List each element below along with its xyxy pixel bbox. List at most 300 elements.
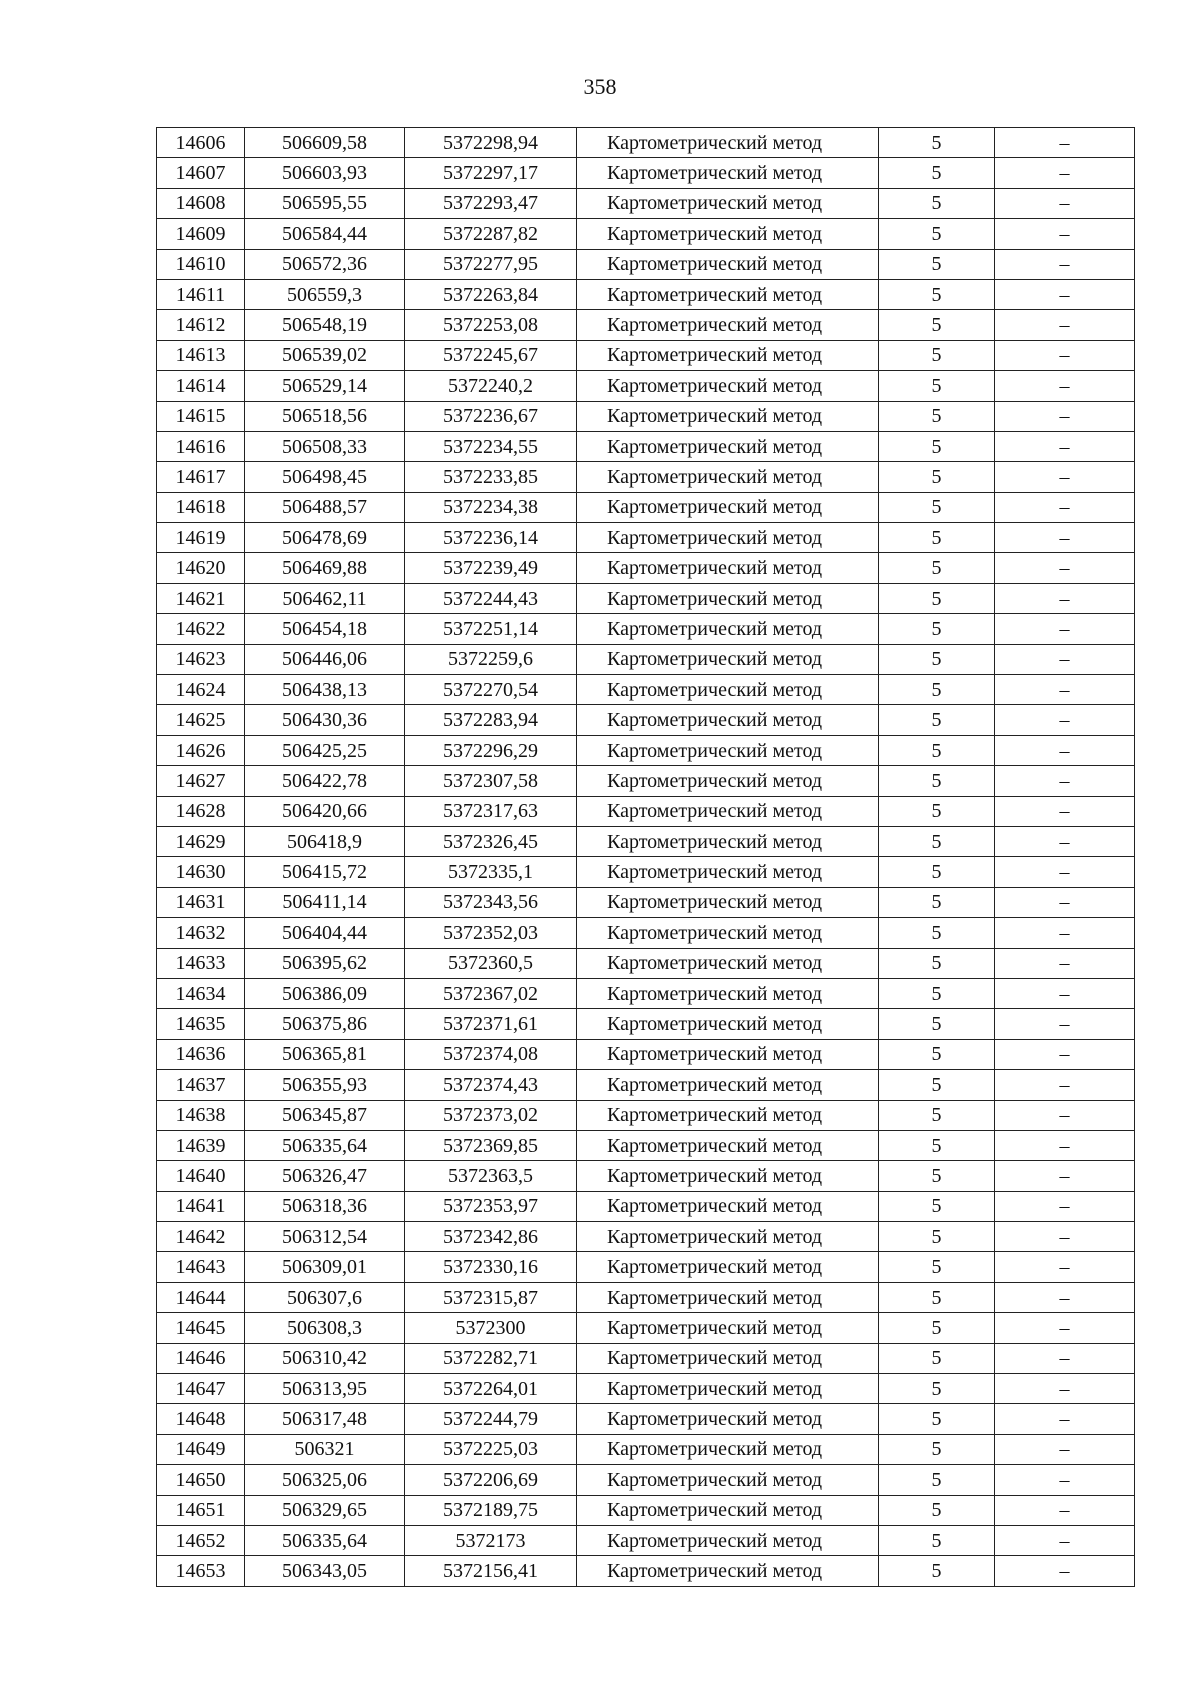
y-coordinate-cell: 5372335,1 <box>405 857 577 887</box>
y-coordinate-cell: 5372234,38 <box>405 492 577 522</box>
description-cell: – <box>995 766 1135 796</box>
x-coordinate-cell: 506343,05 <box>245 1556 405 1586</box>
table-row <box>157 310 1135 340</box>
description-cell: – <box>995 826 1135 856</box>
method-cell: Картометрический метод <box>577 735 879 765</box>
y-coordinate-cell: 5372283,94 <box>405 705 577 735</box>
method-cell: Картометрический метод <box>577 978 879 1008</box>
x-coordinate-cell: 506446,06 <box>245 644 405 674</box>
y-coordinate-cell: 5372297,17 <box>405 158 577 188</box>
point-number-cell: 14613 <box>157 340 245 370</box>
table-row <box>157 1343 1135 1373</box>
description-cell: – <box>995 128 1135 158</box>
description-cell: – <box>995 553 1135 583</box>
description-cell: – <box>995 219 1135 249</box>
table-row <box>157 1009 1135 1039</box>
y-coordinate-cell: 5372326,45 <box>405 826 577 856</box>
y-coordinate-cell: 5372277,95 <box>405 249 577 279</box>
table-row <box>157 675 1135 705</box>
accuracy-cell: 5 <box>879 1465 995 1495</box>
description-cell: – <box>995 614 1135 644</box>
y-coordinate-cell: 5372352,03 <box>405 918 577 948</box>
x-coordinate-cell: 506462,11 <box>245 583 405 613</box>
y-coordinate-cell: 5372236,67 <box>405 401 577 431</box>
method-cell: Картометрический метод <box>577 1343 879 1373</box>
table-row <box>157 1404 1135 1434</box>
table-row <box>157 1313 1135 1343</box>
x-coordinate-cell: 506321 <box>245 1434 405 1464</box>
table-row <box>157 857 1135 887</box>
x-coordinate-cell: 506326,47 <box>245 1161 405 1191</box>
method-cell: Картометрический метод <box>577 1434 879 1464</box>
accuracy-cell: 5 <box>879 1434 995 1464</box>
description-cell: – <box>995 249 1135 279</box>
y-coordinate-cell: 5372259,6 <box>405 644 577 674</box>
x-coordinate-cell: 506488,57 <box>245 492 405 522</box>
x-coordinate-cell: 506478,69 <box>245 523 405 553</box>
method-cell: Картометрический метод <box>577 675 879 705</box>
x-coordinate-cell: 506418,9 <box>245 826 405 856</box>
table-row <box>157 249 1135 279</box>
table-row <box>157 431 1135 461</box>
table-row <box>157 644 1135 674</box>
table-row <box>157 1465 1135 1495</box>
y-coordinate-cell: 5372270,54 <box>405 675 577 705</box>
accuracy-cell: 5 <box>879 1161 995 1191</box>
y-coordinate-cell: 5372225,03 <box>405 1434 577 1464</box>
y-coordinate-cell: 5372300 <box>405 1313 577 1343</box>
accuracy-cell: 5 <box>879 371 995 401</box>
method-cell: Картометрический метод <box>577 583 879 613</box>
method-cell: Картометрический метод <box>577 462 879 492</box>
x-coordinate-cell: 506310,42 <box>245 1343 405 1373</box>
x-coordinate-cell: 506325,06 <box>245 1465 405 1495</box>
method-cell: Картометрический метод <box>577 401 879 431</box>
accuracy-cell: 5 <box>879 1556 995 1586</box>
y-coordinate-cell: 5372293,47 <box>405 188 577 218</box>
method-cell: Картометрический метод <box>577 1525 879 1555</box>
accuracy-cell: 5 <box>879 1222 995 1252</box>
accuracy-cell: 5 <box>879 1313 995 1343</box>
point-number-cell: 14648 <box>157 1404 245 1434</box>
method-cell: Картометрический метод <box>577 644 879 674</box>
point-number-cell: 14646 <box>157 1343 245 1373</box>
table-row <box>157 188 1135 218</box>
point-number-cell: 14634 <box>157 978 245 1008</box>
y-coordinate-cell: 5372343,56 <box>405 887 577 917</box>
description-cell: – <box>995 431 1135 461</box>
x-coordinate-cell: 506309,01 <box>245 1252 405 1282</box>
table-row <box>157 492 1135 522</box>
x-coordinate-cell: 506375,86 <box>245 1009 405 1039</box>
description-cell: – <box>995 401 1135 431</box>
table-row <box>157 1070 1135 1100</box>
accuracy-cell: 5 <box>879 249 995 279</box>
method-cell: Картометрический метод <box>577 1039 879 1069</box>
y-coordinate-cell: 5372239,49 <box>405 553 577 583</box>
x-coordinate-cell: 506559,3 <box>245 279 405 309</box>
point-number-cell: 14627 <box>157 766 245 796</box>
point-number-cell: 14643 <box>157 1252 245 1282</box>
y-coordinate-cell: 5372315,87 <box>405 1282 577 1312</box>
method-cell: Картометрический метод <box>577 918 879 948</box>
point-number-cell: 14641 <box>157 1191 245 1221</box>
accuracy-cell: 5 <box>879 492 995 522</box>
x-coordinate-cell: 506595,55 <box>245 188 405 218</box>
table-row <box>157 705 1135 735</box>
description-cell: – <box>995 340 1135 370</box>
accuracy-cell: 5 <box>879 523 995 553</box>
point-number-cell: 14638 <box>157 1100 245 1130</box>
accuracy-cell: 5 <box>879 1100 995 1130</box>
description-cell: – <box>995 1434 1135 1464</box>
coordinates-table <box>156 127 1135 1587</box>
accuracy-cell: 5 <box>879 1039 995 1069</box>
point-number-cell: 14612 <box>157 310 245 340</box>
accuracy-cell: 5 <box>879 188 995 218</box>
table-row <box>157 523 1135 553</box>
description-cell: – <box>995 583 1135 613</box>
x-coordinate-cell: 506317,48 <box>245 1404 405 1434</box>
method-cell: Картометрический метод <box>577 1100 879 1130</box>
x-coordinate-cell: 506355,93 <box>245 1070 405 1100</box>
accuracy-cell: 5 <box>879 948 995 978</box>
table-row <box>157 614 1135 644</box>
description-cell: – <box>995 371 1135 401</box>
table-row <box>157 553 1135 583</box>
method-cell: Картометрический метод <box>577 158 879 188</box>
method-cell: Картометрический метод <box>577 1009 879 1039</box>
description-cell: – <box>995 1191 1135 1221</box>
x-coordinate-cell: 506329,65 <box>245 1495 405 1525</box>
accuracy-cell: 5 <box>879 128 995 158</box>
point-number-cell: 14616 <box>157 431 245 461</box>
x-coordinate-cell: 506529,14 <box>245 371 405 401</box>
accuracy-cell: 5 <box>879 1374 995 1404</box>
y-coordinate-cell: 5372330,16 <box>405 1252 577 1282</box>
point-number-cell: 14652 <box>157 1525 245 1555</box>
method-cell: Картометрический метод <box>577 1222 879 1252</box>
y-coordinate-cell: 5372234,55 <box>405 431 577 461</box>
table-row <box>157 1282 1135 1312</box>
point-number-cell: 14606 <box>157 128 245 158</box>
description-cell: – <box>995 675 1135 705</box>
description-cell: – <box>995 1343 1135 1373</box>
table-row <box>157 462 1135 492</box>
method-cell: Картометрический метод <box>577 1495 879 1525</box>
description-cell: – <box>995 492 1135 522</box>
x-coordinate-cell: 506365,81 <box>245 1039 405 1069</box>
point-number-cell: 14620 <box>157 553 245 583</box>
point-number-cell: 14626 <box>157 735 245 765</box>
description-cell: – <box>995 1222 1135 1252</box>
point-number-cell: 14611 <box>157 279 245 309</box>
method-cell: Картометрический метод <box>577 705 879 735</box>
point-number-cell: 14644 <box>157 1282 245 1312</box>
description-cell: – <box>995 1525 1135 1555</box>
description-cell: – <box>995 310 1135 340</box>
accuracy-cell: 5 <box>879 1525 995 1555</box>
description-cell: – <box>995 1252 1135 1282</box>
method-cell: Картометрический метод <box>577 523 879 553</box>
y-coordinate-cell: 5372367,02 <box>405 978 577 1008</box>
table-row <box>157 371 1135 401</box>
y-coordinate-cell: 5372363,5 <box>405 1161 577 1191</box>
table-row <box>157 1556 1135 1586</box>
x-coordinate-cell: 506335,64 <box>245 1525 405 1555</box>
method-cell: Картометрический метод <box>577 1556 879 1586</box>
table-row <box>157 1222 1135 1252</box>
description-cell: – <box>995 857 1135 887</box>
accuracy-cell: 5 <box>879 978 995 1008</box>
x-coordinate-cell: 506548,19 <box>245 310 405 340</box>
accuracy-cell: 5 <box>879 1343 995 1373</box>
description-cell: – <box>995 1130 1135 1160</box>
x-coordinate-cell: 506313,95 <box>245 1374 405 1404</box>
method-cell: Картометрический метод <box>577 1130 879 1160</box>
table-row <box>157 766 1135 796</box>
point-number-cell: 14618 <box>157 492 245 522</box>
point-number-cell: 14607 <box>157 158 245 188</box>
description-cell: – <box>995 1313 1135 1343</box>
x-coordinate-cell: 506572,36 <box>245 249 405 279</box>
x-coordinate-cell: 506508,33 <box>245 431 405 461</box>
description-cell: – <box>995 1161 1135 1191</box>
point-number-cell: 14639 <box>157 1130 245 1160</box>
y-coordinate-cell: 5372342,86 <box>405 1222 577 1252</box>
x-coordinate-cell: 506308,3 <box>245 1313 405 1343</box>
method-cell: Картометрический метод <box>577 279 879 309</box>
y-coordinate-cell: 5372263,84 <box>405 279 577 309</box>
description-cell: – <box>995 705 1135 735</box>
table-row <box>157 340 1135 370</box>
description-cell: – <box>995 1100 1135 1130</box>
description-cell: – <box>995 158 1135 188</box>
description-cell: – <box>995 188 1135 218</box>
method-cell: Картометрический метод <box>577 796 879 826</box>
accuracy-cell: 5 <box>879 1191 995 1221</box>
x-coordinate-cell: 506430,36 <box>245 705 405 735</box>
table-row <box>157 1191 1135 1221</box>
method-cell: Картометрический метод <box>577 1070 879 1100</box>
table-row <box>157 1525 1135 1555</box>
y-coordinate-cell: 5372244,43 <box>405 583 577 613</box>
y-coordinate-cell: 5372240,2 <box>405 371 577 401</box>
point-number-cell: 14614 <box>157 371 245 401</box>
x-coordinate-cell: 506438,13 <box>245 675 405 705</box>
point-number-cell: 14608 <box>157 188 245 218</box>
description-cell: – <box>995 1556 1135 1586</box>
x-coordinate-cell: 506404,44 <box>245 918 405 948</box>
accuracy-cell: 5 <box>879 735 995 765</box>
accuracy-cell: 5 <box>879 644 995 674</box>
table-row <box>157 401 1135 431</box>
method-cell: Картометрический метод <box>577 614 879 644</box>
table-row <box>157 1130 1135 1160</box>
x-coordinate-cell: 506386,09 <box>245 978 405 1008</box>
x-coordinate-cell: 506609,58 <box>245 128 405 158</box>
x-coordinate-cell: 506318,36 <box>245 1191 405 1221</box>
x-coordinate-cell: 506307,6 <box>245 1282 405 1312</box>
method-cell: Картометрический метод <box>577 1191 879 1221</box>
accuracy-cell: 5 <box>879 796 995 826</box>
point-number-cell: 14635 <box>157 1009 245 1039</box>
point-number-cell: 14637 <box>157 1070 245 1100</box>
method-cell: Картометрический метод <box>577 857 879 887</box>
point-number-cell: 14628 <box>157 796 245 826</box>
accuracy-cell: 5 <box>879 1252 995 1282</box>
y-coordinate-cell: 5372353,97 <box>405 1191 577 1221</box>
table-row <box>157 279 1135 309</box>
accuracy-cell: 5 <box>879 614 995 644</box>
point-number-cell: 14617 <box>157 462 245 492</box>
x-coordinate-cell: 506603,93 <box>245 158 405 188</box>
y-coordinate-cell: 5372173 <box>405 1525 577 1555</box>
accuracy-cell: 5 <box>879 279 995 309</box>
method-cell: Картометрический метод <box>577 1161 879 1191</box>
x-coordinate-cell: 506425,25 <box>245 735 405 765</box>
table-row <box>157 583 1135 613</box>
x-coordinate-cell: 506312,54 <box>245 1222 405 1252</box>
y-coordinate-cell: 5372374,08 <box>405 1039 577 1069</box>
x-coordinate-cell: 506454,18 <box>245 614 405 644</box>
point-number-cell: 14636 <box>157 1039 245 1069</box>
accuracy-cell: 5 <box>879 1070 995 1100</box>
point-number-cell: 14625 <box>157 705 245 735</box>
description-cell: – <box>995 796 1135 826</box>
method-cell: Картометрический метод <box>577 219 879 249</box>
method-cell: Картометрический метод <box>577 1404 879 1434</box>
point-number-cell: 14610 <box>157 249 245 279</box>
point-number-cell: 14633 <box>157 948 245 978</box>
table-row <box>157 826 1135 856</box>
table-row <box>157 735 1135 765</box>
accuracy-cell: 5 <box>879 1130 995 1160</box>
y-coordinate-cell: 5372374,43 <box>405 1070 577 1100</box>
description-cell: – <box>995 978 1135 1008</box>
table-row <box>157 918 1135 948</box>
x-coordinate-cell: 506584,44 <box>245 219 405 249</box>
x-coordinate-cell: 506539,02 <box>245 340 405 370</box>
accuracy-cell: 5 <box>879 705 995 735</box>
description-cell: – <box>995 644 1135 674</box>
accuracy-cell: 5 <box>879 766 995 796</box>
y-coordinate-cell: 5372264,01 <box>405 1374 577 1404</box>
y-coordinate-cell: 5372287,82 <box>405 219 577 249</box>
table-row <box>157 887 1135 917</box>
method-cell: Картометрический метод <box>577 188 879 218</box>
y-coordinate-cell: 5372369,85 <box>405 1130 577 1160</box>
accuracy-cell: 5 <box>879 583 995 613</box>
accuracy-cell: 5 <box>879 1404 995 1434</box>
y-coordinate-cell: 5372360,5 <box>405 948 577 978</box>
accuracy-cell: 5 <box>879 401 995 431</box>
point-number-cell: 14623 <box>157 644 245 674</box>
description-cell: – <box>995 1404 1135 1434</box>
method-cell: Картометрический метод <box>577 128 879 158</box>
x-coordinate-cell: 506345,87 <box>245 1100 405 1130</box>
point-number-cell: 14653 <box>157 1556 245 1586</box>
y-coordinate-cell: 5372282,71 <box>405 1343 577 1373</box>
point-number-cell: 14615 <box>157 401 245 431</box>
description-cell: – <box>995 1039 1135 1069</box>
description-cell: – <box>995 948 1135 978</box>
x-coordinate-cell: 506335,64 <box>245 1130 405 1160</box>
table-row <box>157 128 1135 158</box>
method-cell: Картометрический метод <box>577 766 879 796</box>
accuracy-cell: 5 <box>879 918 995 948</box>
y-coordinate-cell: 5372245,67 <box>405 340 577 370</box>
table-row <box>157 948 1135 978</box>
method-cell: Картометрический метод <box>577 249 879 279</box>
method-cell: Картометрический метод <box>577 1252 879 1282</box>
accuracy-cell: 5 <box>879 1009 995 1039</box>
y-coordinate-cell: 5372156,41 <box>405 1556 577 1586</box>
description-cell: – <box>995 1009 1135 1039</box>
method-cell: Картометрический метод <box>577 340 879 370</box>
accuracy-cell: 5 <box>879 219 995 249</box>
accuracy-cell: 5 <box>879 340 995 370</box>
x-coordinate-cell: 506415,72 <box>245 857 405 887</box>
method-cell: Картометрический метод <box>577 492 879 522</box>
x-coordinate-cell: 506518,56 <box>245 401 405 431</box>
point-number-cell: 14619 <box>157 523 245 553</box>
description-cell: – <box>995 735 1135 765</box>
accuracy-cell: 5 <box>879 1495 995 1525</box>
table-body <box>157 128 1135 1587</box>
method-cell: Картометрический метод <box>577 1313 879 1343</box>
x-coordinate-cell: 506469,88 <box>245 553 405 583</box>
point-number-cell: 14650 <box>157 1465 245 1495</box>
y-coordinate-cell: 5372233,85 <box>405 462 577 492</box>
point-number-cell: 14642 <box>157 1222 245 1252</box>
method-cell: Картометрический метод <box>577 1374 879 1404</box>
description-cell: – <box>995 1070 1135 1100</box>
method-cell: Картометрический метод <box>577 1465 879 1495</box>
point-number-cell: 14647 <box>157 1374 245 1404</box>
table-row <box>157 1039 1135 1069</box>
point-number-cell: 14629 <box>157 826 245 856</box>
table-row <box>157 158 1135 188</box>
description-cell: – <box>995 279 1135 309</box>
accuracy-cell: 5 <box>879 857 995 887</box>
point-number-cell: 14622 <box>157 614 245 644</box>
description-cell: – <box>995 523 1135 553</box>
table-row <box>157 1100 1135 1130</box>
x-coordinate-cell: 506395,62 <box>245 948 405 978</box>
accuracy-cell: 5 <box>879 675 995 705</box>
y-coordinate-cell: 5372189,75 <box>405 1495 577 1525</box>
method-cell: Картометрический метод <box>577 553 879 583</box>
accuracy-cell: 5 <box>879 158 995 188</box>
y-coordinate-cell: 5372296,29 <box>405 735 577 765</box>
point-number-cell: 14651 <box>157 1495 245 1525</box>
description-cell: – <box>995 1282 1135 1312</box>
point-number-cell: 14649 <box>157 1434 245 1464</box>
description-cell: – <box>995 1374 1135 1404</box>
accuracy-cell: 5 <box>879 887 995 917</box>
method-cell: Картометрический метод <box>577 371 879 401</box>
y-coordinate-cell: 5372373,02 <box>405 1100 577 1130</box>
point-number-cell: 14630 <box>157 857 245 887</box>
point-number-cell: 14631 <box>157 887 245 917</box>
accuracy-cell: 5 <box>879 1282 995 1312</box>
point-number-cell: 14609 <box>157 219 245 249</box>
table-row <box>157 1434 1135 1464</box>
method-cell: Картометрический метод <box>577 310 879 340</box>
description-cell: – <box>995 887 1135 917</box>
y-coordinate-cell: 5372251,14 <box>405 614 577 644</box>
